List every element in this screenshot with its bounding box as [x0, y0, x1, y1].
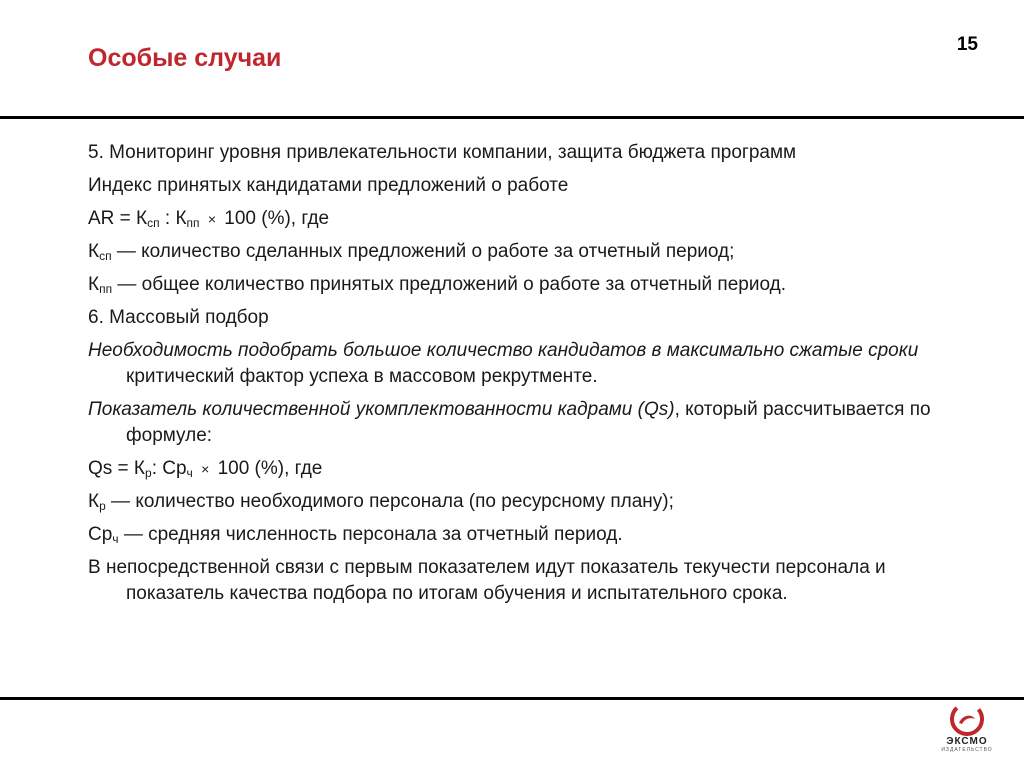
logo-word: ЭКСМО [946, 736, 988, 747]
formula-qs: $Qs = К_р$: $Ср_ч \times 100$ (%), где [88, 458, 323, 480]
eksmo-logo [938, 702, 996, 764]
times-sign: × [207, 211, 216, 227]
paragraph-qs-indicator: Показатель количественной укомплектованности кадрами (Qs), который рассчитывается по формуле: [88, 399, 931, 446]
page-number: 15 [956, 34, 978, 55]
top-divider [0, 116, 1024, 119]
slide-content [88, 140, 958, 614]
paragraph-mass-hiring: 6. Массовый подбор [88, 307, 269, 328]
paragraph-related-indicators: В непосредственной связи с первым показателем идут показатель текучести персонала и показатель качества подбора по итогам обучения и испытательного срока. [88, 557, 886, 604]
bottom-divider [0, 697, 1024, 700]
slide-title: Особые случаи [88, 44, 282, 72]
paragraph-necessity: Необходимость подобрать большое количество кандидатов в максимально сжатые сроки критический фактор успеха в массовом рекрутменте. [88, 340, 919, 387]
times-sign: × [201, 461, 210, 477]
paragraph-monitoring: 5. Мониторинг уровня привлекательности компании, защита бюджета программ [88, 142, 797, 163]
definition-ksp: $К_{сп}$ — количество сделанных предложений о работе за отчетный период; [88, 241, 735, 263]
definition-kpp: $К_{пп}$ — общее количество принятых предложений о работе за отчетный период. [88, 274, 786, 296]
formula-ar: AR = $К_{сп}$ : $К_{пп} \times 100$ (%), где [88, 208, 330, 230]
logo-subtitle: ИЗДАТЕЛЬСТВО [941, 747, 993, 753]
paragraph-index: Индекс принятых кандидатами предложений о работе [88, 175, 569, 196]
eksmo-logo-icon [950, 702, 984, 736]
definition-kr: $К_р$ — количество необходимого персонала (по ресурсному плану); [88, 491, 674, 513]
definition-srch: $Ср_ч$ — средняя численность персонала за отчетный период. [88, 524, 623, 546]
